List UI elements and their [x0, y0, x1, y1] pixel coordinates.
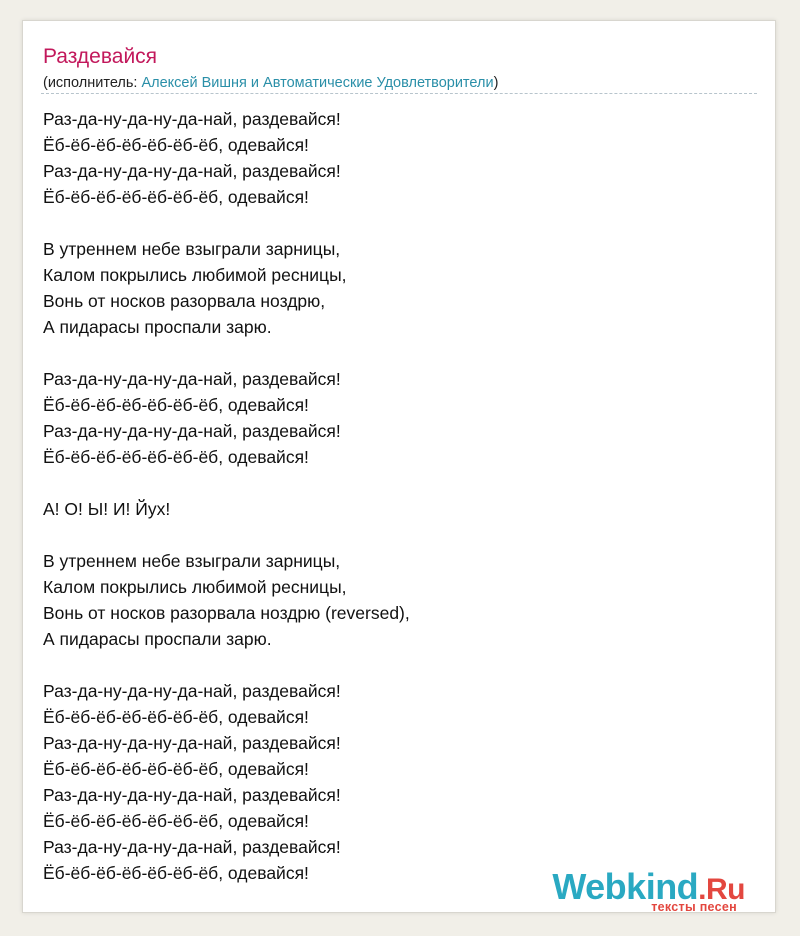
lyric-line: Раз-да-ну-да-ну-да-най, раздевайся! — [43, 785, 341, 805]
lyric-line: Раз-да-ну-да-ну-да-най, раздевайся! — [43, 733, 341, 753]
lyrics-body — [43, 106, 743, 886]
site-logo[interactable] — [545, 867, 745, 917]
stanza-gap — [43, 522, 743, 548]
stanza-gap — [43, 340, 743, 366]
logo-main-text: Webkind — [552, 866, 699, 907]
performer-prefix: (исполнитель: — [43, 75, 142, 91]
lyric-line: Раз-да-ну-да-ну-да-най, раздевайся! — [43, 161, 341, 181]
logo-tagline: тексты песен — [651, 900, 737, 914]
performer-link[interactable]: Алексей Вишня и Автоматические Удовлетворители — [141, 75, 494, 91]
lyric-line: Раз-да-ну-да-ну-да-най, раздевайся! — [43, 681, 341, 701]
lyric-line: Калом покрылись любимой ресницы, — [43, 265, 347, 285]
lyric-line: Вонь от носков разорвала ноздрю (reversed), — [43, 603, 410, 623]
logo-tld-text: .Ru — [698, 873, 745, 906]
stanza-gap — [43, 470, 743, 496]
lyric-line: Раз-да-ну-да-ну-да-най, раздевайся! — [43, 421, 341, 441]
lyric-line: Раз-да-ну-да-ну-да-най, раздевайся! — [43, 109, 341, 129]
lyric-line: Ёб-ёб-ёб-ёб-ёб-ёб-ёб, одевайся! — [43, 395, 309, 415]
lyric-line: В утреннем небе взыграли зарницы, — [43, 551, 341, 571]
lyric-line: Вонь от носков разорвала ноздрю, — [43, 291, 326, 311]
header-divider — [41, 93, 757, 94]
lyric-line: Ёб-ёб-ёб-ёб-ёб-ёб-ёб, одевайся! — [43, 759, 309, 779]
song-title: Раздевайся — [43, 45, 158, 68]
lyric-line: Раз-да-ну-да-ну-да-най, раздевайся! — [43, 837, 341, 857]
performer-line — [43, 74, 498, 92]
lyric-line: Ёб-ёб-ёб-ёб-ёб-ёб-ёб, одевайся! — [43, 187, 309, 207]
lyric-line: А! О! Ы! И! Йух! — [43, 499, 171, 519]
lyric-line: Ёб-ёб-ёб-ёб-ёб-ёб-ёб, одевайся! — [43, 707, 309, 727]
performer-suffix: ) — [493, 75, 499, 91]
lyric-line: А пидарасы проспали зарю. — [43, 629, 272, 649]
lyric-line: В утреннем небе взыграли зарницы, — [43, 239, 341, 259]
lyric-line: А пидарасы проспали зарю. — [43, 317, 272, 337]
lyric-line: Ёб-ёб-ёб-ёб-ёб-ёб-ёб, одевайся! — [43, 863, 309, 883]
stanza-gap — [43, 652, 743, 678]
lyric-line: Калом покрылись любимой ресницы, — [43, 577, 347, 597]
lyric-line: Раз-да-ну-да-ну-да-най, раздевайся! — [43, 369, 341, 389]
lyric-line: Ёб-ёб-ёб-ёб-ёб-ёб-ёб, одевайся! — [43, 447, 309, 467]
stanza-gap — [43, 210, 743, 236]
lyrics-card — [22, 20, 776, 913]
lyric-line: Ёб-ёб-ёб-ёб-ёб-ёб-ёб, одевайся! — [43, 135, 309, 155]
lyric-line: Ёб-ёб-ёб-ёб-ёб-ёб-ёб, одевайся! — [43, 811, 309, 831]
